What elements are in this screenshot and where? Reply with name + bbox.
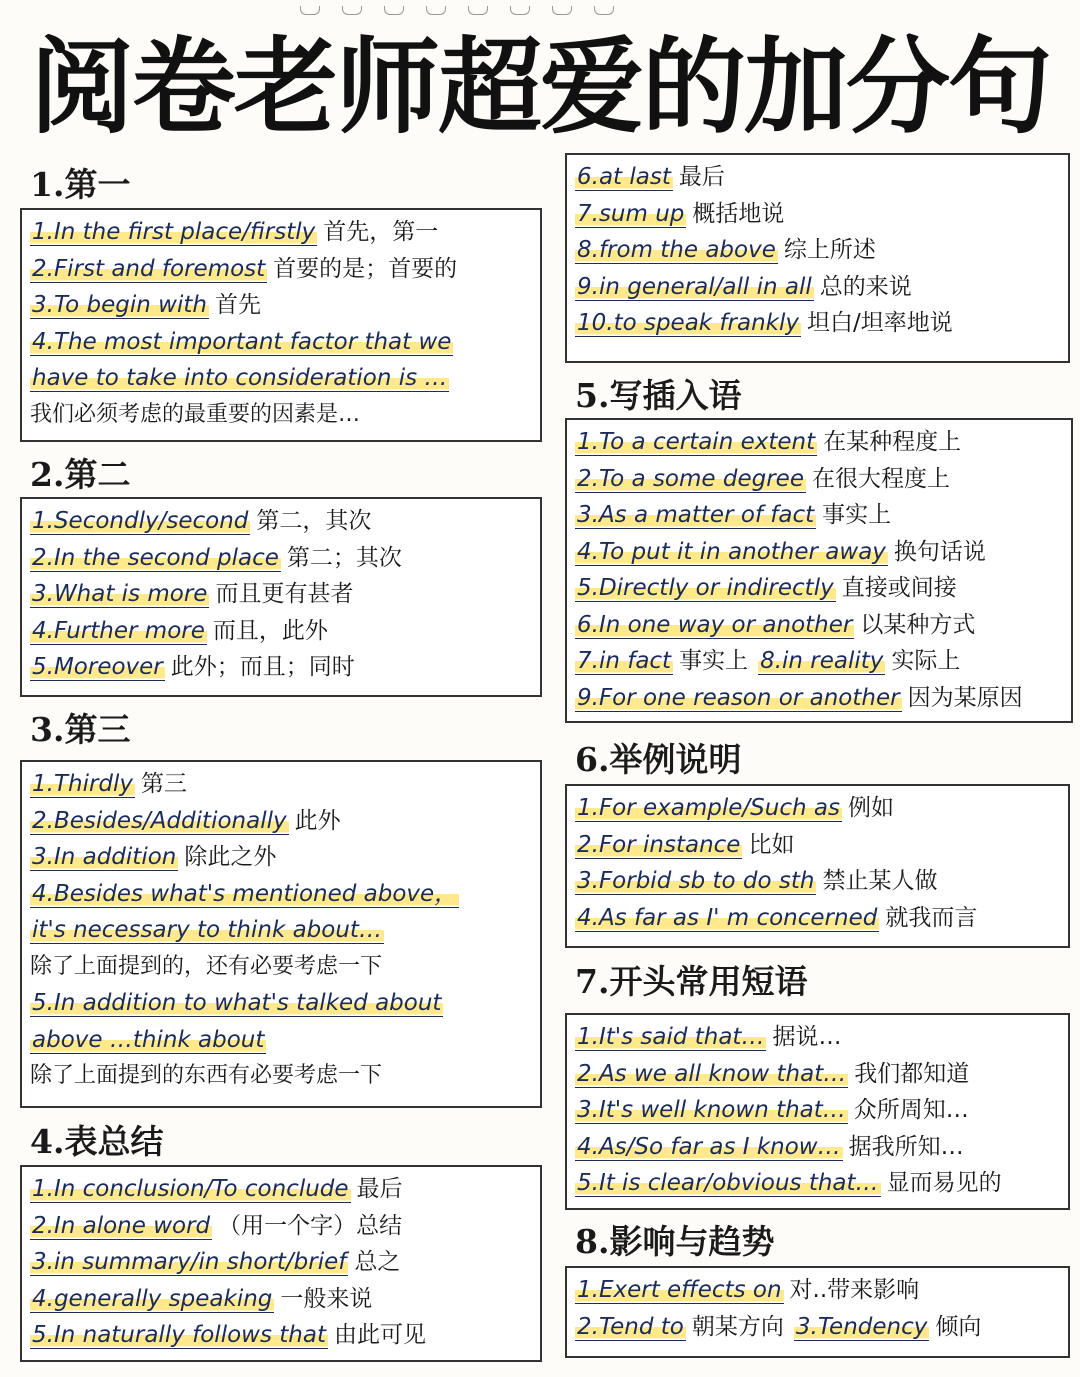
list-item	[575, 1019, 1060, 1056]
list-item	[575, 1165, 1060, 1202]
list-item	[30, 766, 532, 803]
doodle-icon	[342, 6, 362, 15]
english-phrase: above …think about	[32, 1026, 265, 1053]
section-heading-8: 8.影响与趋势	[575, 1222, 775, 1261]
chinese-meaning: 概括地说	[692, 200, 785, 227]
english-phrase: 8.from the above	[577, 237, 776, 263]
chinese-meaning: 此外；而且；同时	[170, 654, 355, 680]
list-item	[30, 576, 532, 613]
english-phrase: 6.at last	[577, 164, 671, 190]
list-item	[575, 1309, 1060, 1346]
list-item	[30, 287, 532, 324]
list-item	[575, 1092, 1060, 1129]
chinese-meaning: 而且，此外	[212, 617, 328, 644]
section-heading-3: 3.第三	[30, 710, 131, 749]
chinese-meaning: 在很大程度上	[811, 465, 950, 492]
english-phrase: 2.In the second place	[32, 544, 279, 571]
english-phrase: 3.To begin with	[32, 292, 207, 318]
section-heading-6: 6.举例说明	[575, 740, 742, 779]
english-phrase: 2.In alone word	[32, 1212, 211, 1239]
english-phrase: 8.in reality	[760, 648, 884, 674]
chinese-meaning: 第二；其次	[286, 544, 402, 571]
list-item	[30, 1022, 532, 1059]
section-box-1	[20, 208, 542, 442]
list-item	[575, 1272, 1060, 1309]
english-phrase: 9.For one reason or another	[577, 684, 900, 711]
english-phrase: 5.In naturally follows that	[32, 1322, 326, 1348]
section-heading-7: 7.开头常用短语	[575, 962, 808, 1001]
list-item	[30, 1244, 532, 1281]
english-phrase: 2.First and foremost	[32, 255, 266, 282]
doodle-icon	[594, 6, 614, 15]
english-phrase: 1.Exert effects on	[577, 1277, 782, 1303]
list-item	[30, 613, 532, 650]
section-box-5	[565, 418, 1073, 723]
english-phrase: 4.As far as I' m concerned	[577, 904, 878, 931]
english-phrase: 5.It is clear/obvious that…	[577, 1170, 879, 1196]
list-item	[575, 1056, 1060, 1093]
chinese-meaning: 倾向	[935, 1313, 982, 1340]
chinese-meaning: 比如	[748, 831, 795, 858]
section-box-8	[565, 1266, 1070, 1358]
chinese-meaning: 第二，其次	[256, 508, 372, 534]
english-phrase: 1.To a certain extent	[577, 429, 816, 455]
list-item	[575, 827, 1060, 864]
english-phrase: 5.In addition to what's talked about	[32, 990, 442, 1016]
english-phrase: 4.The most important factor that we	[32, 328, 452, 355]
english-phrase: 4.As/So far as I know…	[577, 1133, 841, 1160]
chinese-meaning: 换句话说	[893, 538, 986, 565]
chinese-meaning: （用一个字）总结	[218, 1212, 403, 1239]
chinese-meaning: 以某种方式	[860, 611, 976, 638]
english-phrase: 4.Besides what's mentioned above，	[32, 880, 458, 907]
list-item	[575, 570, 1063, 607]
list-item	[30, 1171, 532, 1208]
doodle-icon	[468, 6, 488, 15]
chinese-meaning: 就我而言	[885, 904, 978, 931]
list-item	[575, 461, 1063, 498]
list-item	[575, 863, 1060, 900]
list-item	[575, 643, 1063, 680]
list-item	[575, 607, 1063, 644]
chinese-meaning: 总的来说	[819, 273, 912, 300]
english-phrase: 4.Further more	[32, 617, 205, 644]
list-item	[30, 1208, 532, 1245]
chinese-meaning: 显而易见的	[886, 1170, 1002, 1196]
list-item	[575, 790, 1060, 827]
chinese-meaning: 据我所知…	[848, 1133, 964, 1160]
chinese-meaning: 而且更有甚者	[215, 581, 354, 607]
english-phrase: 2.As we all know that…	[577, 1060, 847, 1087]
chinese-meaning: 例如	[847, 795, 894, 821]
list-item	[575, 534, 1063, 571]
english-phrase: 1.For example/Such as	[577, 795, 840, 821]
chinese-meaning: 最后	[678, 164, 725, 190]
chinese-meaning: 由此可见	[333, 1322, 426, 1348]
english-phrase: 2.For instance	[577, 831, 741, 858]
chinese-note: 除了上面提到的东西有必要考虑一下	[30, 1063, 383, 1088]
section-box-4	[20, 1165, 542, 1362]
english-phrase: 9.in general/all in all	[577, 273, 812, 300]
section-heading-2: 2.第二	[30, 455, 131, 494]
list-item	[30, 503, 532, 540]
list-item	[575, 900, 1060, 937]
english-phrase: 1.It's said that…	[577, 1024, 765, 1050]
section-box-7	[565, 1013, 1070, 1210]
doodle-icon	[384, 6, 404, 15]
english-phrase: 3.As a matter of fact	[577, 502, 815, 528]
chinese-meaning: 此外	[294, 807, 341, 834]
chinese-meaning: 除此之外	[184, 844, 277, 870]
english-phrase: 7.sum up	[577, 200, 685, 227]
english-phrase: 4.generally speaking	[32, 1285, 273, 1312]
list-item	[30, 1281, 532, 1318]
list-item	[30, 839, 532, 876]
english-phrase: 4.To put it in another away	[577, 538, 886, 565]
english-phrase: 5.Directly or indirectly	[577, 575, 834, 601]
english-phrase: 3.In addition	[32, 844, 177, 870]
english-phrase: 7.in fact	[577, 648, 672, 674]
list-item	[30, 251, 532, 288]
english-phrase: 1.Secondly/second	[32, 508, 249, 534]
english-phrase: 3.in summary/in short/brief	[32, 1249, 347, 1275]
english-phrase: have to take into consideration is …	[32, 365, 448, 391]
section-heading-5: 5.写插入语	[575, 376, 742, 415]
chinese-meaning: 朝某方向	[691, 1313, 784, 1340]
chinese-meaning: 第三	[141, 771, 188, 797]
section-heading-4: 4.表总结	[30, 1122, 164, 1161]
english-phrase: it's necessary to think about…	[32, 917, 382, 943]
list-item	[30, 360, 532, 397]
list-item	[30, 214, 532, 251]
english-phrase: 2.Tend to	[577, 1313, 684, 1340]
english-phrase: 2.To a some degree	[577, 465, 804, 492]
chinese-meaning: 对..带来影响	[789, 1277, 920, 1303]
list-item	[30, 912, 532, 949]
chinese-meaning: 实际上	[891, 648, 961, 674]
page-title: 阅卷老师超爱的加分句	[30, 26, 1051, 148]
list-item	[30, 540, 532, 577]
chinese-note: 我们必须考虑的最重要的因素是…	[30, 401, 361, 427]
list-item	[575, 680, 1063, 717]
list-item	[30, 1317, 532, 1354]
chinese-meaning: 最后	[356, 1176, 403, 1202]
chinese-meaning: 坦白/坦率地说	[806, 310, 953, 336]
list-item	[575, 1129, 1060, 1166]
doodle-icon	[510, 6, 530, 15]
section-box-2	[20, 497, 542, 697]
english-phrase: 1.Thirdly	[32, 771, 134, 797]
chinese-meaning: 一般来说	[280, 1285, 373, 1312]
chinese-meaning: 首要的是；首要的	[273, 255, 458, 282]
section-box-3	[20, 760, 542, 1108]
chinese-meaning: 直接或间接	[841, 575, 957, 601]
list-item	[30, 649, 532, 686]
section-heading-1: 1.第一	[30, 165, 131, 204]
chinese-meaning: 综上所述	[783, 237, 876, 263]
list-item	[575, 497, 1063, 534]
list-item	[575, 232, 1060, 269]
english-phrase: 10.to speak frankly	[577, 310, 799, 336]
list-item	[30, 324, 532, 361]
chinese-meaning: 据说…	[772, 1024, 842, 1050]
list-item	[575, 159, 1060, 196]
top-icon-strip	[300, 0, 730, 12]
chinese-note: 除了上面提到的，还有必要考虑一下	[30, 953, 383, 979]
doodle-icon	[552, 6, 572, 15]
english-phrase: 6.In one way or another	[577, 611, 853, 638]
list-item	[30, 803, 532, 840]
list-item	[575, 269, 1060, 306]
english-phrase: 2.Besides/Additionally	[32, 807, 287, 834]
english-phrase: 3.Forbid sb to do sth	[577, 868, 815, 894]
chinese-meaning: 因为某原因	[907, 684, 1023, 711]
chinese-meaning: 首先	[214, 292, 261, 318]
list-item	[575, 305, 1060, 342]
list-item	[30, 985, 532, 1022]
list-item	[30, 876, 532, 913]
doodle-icon	[300, 6, 320, 15]
chinese-meaning: 事实上	[822, 502, 892, 528]
doodle-icon	[426, 6, 446, 15]
english-phrase: 3.Tendency	[795, 1313, 928, 1340]
chinese-meaning: 众所周知…	[853, 1097, 969, 1123]
english-phrase: 5.Moreover	[32, 654, 163, 680]
chinese-meaning: 首先，第一	[323, 219, 439, 245]
english-phrase: 1.In conclusion/To conclude	[32, 1176, 349, 1202]
chinese-meaning: 在某种程度上	[823, 429, 962, 455]
section-box-1-continued	[565, 153, 1070, 363]
chinese-meaning: 事实上	[679, 648, 749, 674]
list-item	[575, 196, 1060, 233]
english-phrase: 3.It's well known that…	[577, 1097, 846, 1123]
chinese-meaning: 我们都知道	[854, 1060, 970, 1087]
english-phrase: 3.What is more	[32, 581, 208, 607]
section-box-6	[565, 784, 1070, 948]
chinese-meaning: 总之	[354, 1249, 401, 1275]
chinese-meaning: 禁止某人做	[822, 868, 938, 894]
list-item	[575, 424, 1063, 461]
english-phrase: 1.In the first place/firstly	[32, 219, 316, 245]
